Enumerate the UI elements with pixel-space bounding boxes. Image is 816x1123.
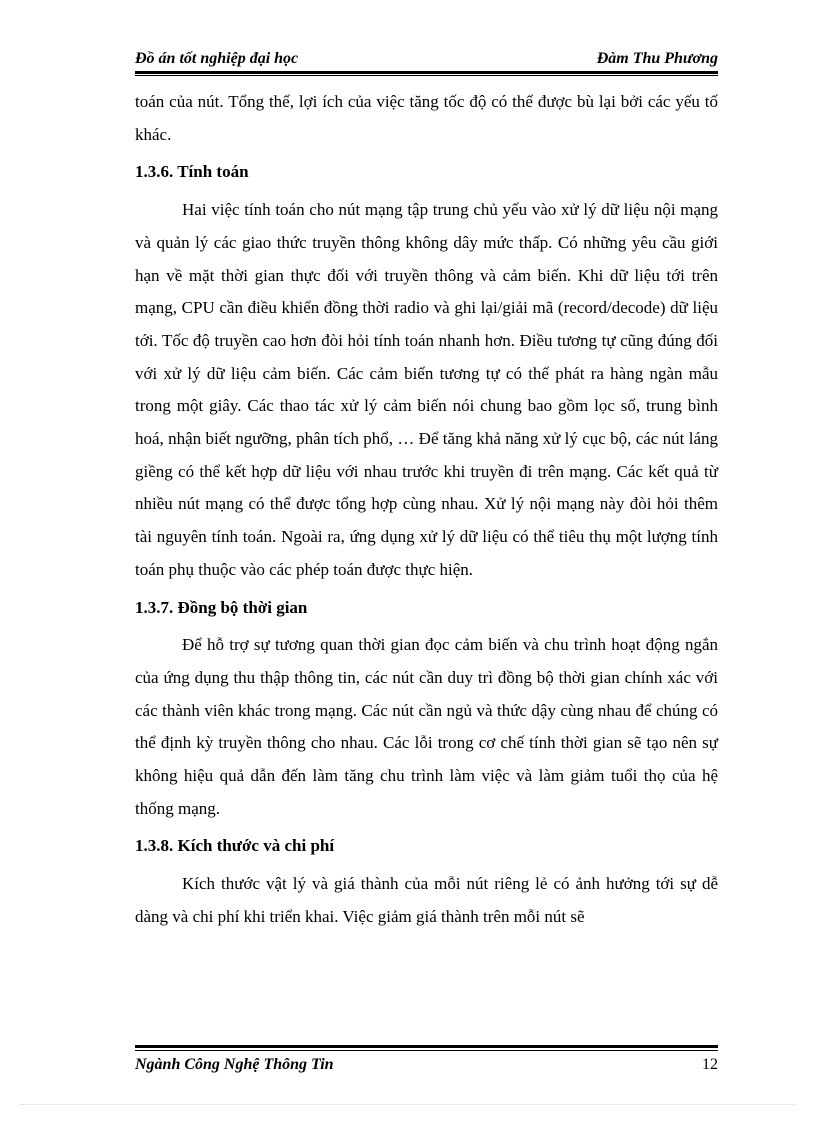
footer-rule-thick bbox=[135, 1045, 718, 1048]
page-body bbox=[135, 86, 718, 934]
page-edge-dotted-line bbox=[20, 1104, 796, 1105]
section-heading-time-sync: 1.3.7. Đồng bộ thời gian bbox=[135, 597, 308, 617]
section-heading-computation: 1.3.6. Tính toán bbox=[135, 162, 249, 182]
page-header bbox=[135, 48, 718, 70]
page-number: 12 bbox=[702, 1056, 718, 1073]
section-heading-size-cost: 1.3.8. Kích thước và chi phí bbox=[135, 836, 335, 856]
footer-rule-thin bbox=[135, 1050, 718, 1051]
section-paragraph-size-cost: Kích thước vật lý và giá thành của mỗi nút riêng lẻ có ảnh hưởng tới sự dễ dàng và chi phí khi triển khai. Việc giảm giá thành trên mỗi nút sẽ bbox=[135, 874, 718, 926]
header-author: Đàm Thu Phương bbox=[596, 50, 718, 67]
section-paragraph-time-sync: Để hỗ trợ sự tương quan thời gian đọc cảm biến và chu trình hoạt động ngắn của ứng dụng thu thập thông tin, các nút cần duy trì đồng bộ thời gian chính xác với các thành viên khác trong mạng. Các nút cần ngủ và thức dậy cùng nhau để chúng có thể định kỳ truyền thông cho nhau. Các lỗi trong cơ chế tính thời gian sẽ tạo nên sự không hiệu quả dẫn đến làm tăng chu trình làm việc và làm giảm tuổi thọ của hệ thống mạng. bbox=[135, 635, 718, 818]
header-rule-thick bbox=[135, 71, 718, 74]
footer-department: Ngành Công Nghệ Thông Tin bbox=[135, 1056, 334, 1073]
header-rule-thin bbox=[135, 75, 718, 76]
section-paragraph-computation: Hai việc tính toán cho nút mạng tập trung chủ yếu vào xử lý dữ liệu nội mạng và quản lý các giao thức truyền thông không dây mức thấp. Có những yêu cầu giới hạn về mặt thời gian thực đối với truyền thông và cảm biến. Khi dữ liệu tới trên mạng, CPU cần điều khiển đồng thời radio và ghi lại/giải mã (record/decode) dữ liệu tới. Tốc độ truyền cao hơn đòi hỏi tính toán nhanh hơn. Điều tương tự cũng đúng đối với xử lý dữ liệu cảm biến. Các cảm biến tương tự có thể phát ra hàng ngàn mẫu trong một giây. Các thao tác xử lý cảm biến nói chung bao gồm lọc số, trung bình hoá, nhận biết ngưỡng, phân tích phổ, … Để tăng khả năng xử lý cục bộ, các nút láng giềng có thể kết hợp dữ liệu với nhau trước khi truyền đi trên mạng. Các kết quả từ nhiều nút mạng có thể được tổng hợp cùng nhau. Xử lý nội mạng này đòi hỏi thêm tài nguyên tính toán. Ngoài ra, ứng dụng xử lý dữ liệu có thể tiêu thụ một lượng tính toán phụ thuộc vào các phép toán được thực hiện. bbox=[135, 200, 718, 579]
intro-paragraph: toán của nút. Tổng thể, lợi ích của việc tăng tốc độ có thể được bù lại bởi các yếu tố khác. bbox=[135, 92, 718, 144]
page-footer bbox=[135, 1054, 718, 1076]
header-document-title: Đồ án tốt nghiệp đại học bbox=[135, 50, 299, 67]
